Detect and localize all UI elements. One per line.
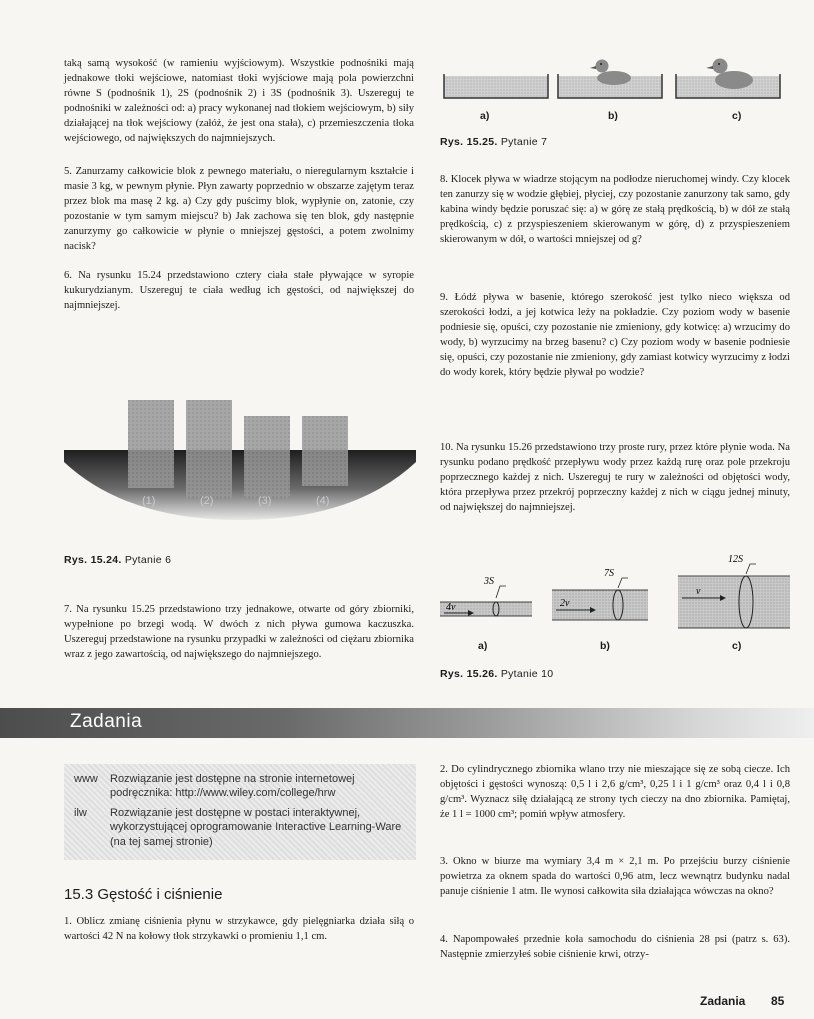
- fig25-caption: [440, 136, 547, 148]
- fig26-label-c: c): [732, 640, 742, 652]
- figure-15-24: [64, 392, 416, 522]
- page-number: 85: [771, 994, 785, 1008]
- pipe-b-area: 7S: [604, 568, 614, 579]
- question-8: 8. Klocek pływa w wiadrze stojącym na podłodze nieruchomej windy. Czy klocek ten zanurzy się w wodzie głębiej, płyciej, czy pozostanie zanurzony tak samo, gdy kabina windy będzie poruszać się: a) w górę ze stałą prędkością, b) w dół ze stałą prędkością, c) z przyspieszeniem skierowanym w górę, d) z przyspieszeniem skierowanym w dół, o wartości mniejszej od g?: [440, 174, 790, 246]
- fig25-caption-text: Pytanie 7: [500, 136, 548, 148]
- fig26-caption-number: Rys. 15.26.: [440, 668, 498, 680]
- solid-4: [302, 416, 348, 486]
- solid-1: [128, 400, 174, 488]
- question-10: 10. Na rysunku 15.26 przedstawiono trzy proste rury, przez które płynie woda. Na rysunku podano prędkość przepływu wody przez każdą rurę oraz pole przekroju poprzecznego każdej z nich. Uszereguj te rury w zależności od objętości wody, która przepływa przez przekrój poprzeczny każdej z nich w ciągu jednej minuty, od największej do najmniejszej.: [440, 442, 790, 514]
- fig24-label-1: (1): [142, 495, 156, 507]
- www-text[interactable]: Rozwiązanie jest dostępne na stronie internetowej podręcznika: http://www.wiley.com/college/hrw: [110, 773, 355, 800]
- problem-1: 1. Oblicz zmianę ciśnienia płynu w strzykawce, gdy pielęgniarka działa siłą o wartości 42 N na kołowy tłok strzykawki o promieniu 1,1 cm.: [64, 916, 414, 943]
- fig24-caption-text: Pytanie 6: [124, 554, 172, 566]
- ilw-tag: ilw: [74, 807, 87, 819]
- pipe-c-area: 12S: [728, 554, 743, 565]
- problem-4: 4. Napompowałeś przednie koła samochodu do ciśnienia 28 psi (patrz s. 63). Następnie zmierzyłeś sobie ciśnienie krwi, otrzy-: [440, 934, 790, 961]
- pipe-c: [678, 554, 790, 628]
- figure-15-26: [440, 548, 792, 634]
- fig25-label-c: c): [732, 110, 742, 122]
- fig26-caption-text: Pytanie 10: [500, 668, 554, 680]
- fig24-label-4: (4): [316, 495, 330, 507]
- pipe-b: [552, 568, 648, 620]
- figure-15-25: [440, 50, 792, 106]
- fig25-caption-number: Rys. 15.25.: [440, 136, 498, 148]
- solid-2: [186, 400, 232, 498]
- fig24-label-3: (3): [258, 495, 272, 507]
- ilw-text[interactable]: Rozwiązanie jest dostępne w postaci interaktywnej, wykorzystującej oprogramowanie Interactive Learning-Ware (na tej samej stronie): [110, 807, 402, 848]
- fig26-caption: [440, 668, 553, 680]
- fig24-caption: [64, 554, 171, 566]
- question-5: 5. Zanurzamy całkowicie blok z pewnego materiału, o nieregularnym kształcie i masie 3 kg, w pewnym płynie. Płyn zawarty poprzednio w obszarze zajętym teraz przez blok ma masę 2 kg. a) Czy gdy puścimy blok, wypłynie on, zatonie, czy pozostanie w tym samym miejscu? b) Jak zachowa się ten blok, gdy następnie zanurzymy go całkowicie w płynie o mniejszej gęstości, a potem zwolnimy nacisk?: [64, 166, 414, 253]
- tank-c: [676, 59, 780, 99]
- fig24-label-2: (2): [200, 495, 214, 507]
- problem-2: 2. Do cylindrycznego zbiornika wlano trzy nie mieszające się ze sobą ciecze. Ich objętości i gęstości wynoszą: 0,5 l i 2,6 g/cm³, 0,25 l i 1 g/cm³ oraz 0,4 l i 0,8 g/cm³. Wyznacz siłę działającą ze strony tych cieczy na dno zbiornika. Pamiętaj, że 1 l = 1000 cm³; pomiń wpływ atmosfery.: [440, 764, 790, 821]
- problem-3: 3. Okno w biurze ma wymiary 3,4 m × 2,1 m. Po przejściu burzy ciśnienie powietrza za oknem spada do wartości 0,96 atm, lecz wewnątrz budynku nadal panuje ciśnienie 1 atm. Ile wynosi całkowita siła działająca wówczas na okno?: [440, 856, 790, 898]
- pipe-a-speed: 4v: [446, 602, 456, 613]
- question-6: 6. Na rysunku 15.24 przedstawiono cztery ciała stałe pływające w syropie kukurydzianym. Uszereguj te ciała według ich gęstości, od największej do najmniejszej.: [64, 270, 414, 312]
- section-title: 15.3 Gęstość i ciśnienie: [64, 886, 223, 903]
- pipe-b-speed: 2v: [560, 598, 570, 609]
- tank-b: [558, 60, 662, 99]
- fig25-label-b: b): [608, 110, 618, 122]
- online-resources-box: [64, 764, 416, 860]
- solid-3: [244, 416, 290, 498]
- syrup: [64, 450, 416, 520]
- pipe-a-area: 3S: [484, 576, 494, 587]
- footer-section-label: Zadania: [700, 994, 746, 1008]
- fig25-label-a: a): [480, 110, 490, 122]
- banner-title: Zadania: [70, 711, 143, 732]
- pipe-c-speed: v: [696, 586, 701, 597]
- fig24-caption-number: Rys. 15.24.: [64, 554, 122, 566]
- fig26-label-a: a): [478, 640, 488, 652]
- fig26-label-b: b): [600, 640, 610, 652]
- intro-paragraph: taką samą wysokość (w ramieniu wyjściowym). Wszystkie podnośniki mają jednakowe tłoki wejściowe, natomiast tłoki wyjściowe mają pola powierzchni równe S (podnośnik 1), 2S (podnośnik 2) i 3S (podnośnik 3). Uszereguj te podnośniki w zależności od: a) pracy wykonanej nad tłokiem wejściowym, b) siły działającej na tłok wejściowy (załóż, że jest ona stała), c) przemieszczenia tłoka wejściowego, od największych do najmniejszych.: [64, 58, 414, 145]
- www-tag: www: [74, 773, 98, 785]
- question-7: 7. Na rysunku 15.25 przedstawiono trzy jednakowe, otwarte od góry zbiorniki, wypełnione po brzegi wodą. W dwóch z nich pływa gumowa kaczuszka. Uszereguj przedstawione na rysunku przypadki w zależności od ciężaru zbiornika wraz z jego zawartością, od największego do najmniejszego.: [64, 604, 414, 661]
- tank-a: [444, 74, 548, 98]
- pipe-a: [440, 576, 532, 616]
- left-column: [64, 56, 414, 313]
- question-9: 9. Łódź pływa w basenie, którego szerokość jest tylko nieco większa od szerokości łodzi, a jej kotwica leży na pokładzie. Czy poziom wody w basenie podniesie się, opuści, czy pozostanie nie zmieniony, gdy kotwicę: a) wrzucimy do wody, b) wyrzucimy na brzeg basenu? c) Czy poziom wody w basenie podniesie się, opuści, czy pozostanie nie zmieniony, gdy zamiast kotwicy wyrzucimy z łodzi do wody korek, który będzie pływał po wodzie?: [440, 292, 790, 379]
- section-banner: [0, 708, 814, 738]
